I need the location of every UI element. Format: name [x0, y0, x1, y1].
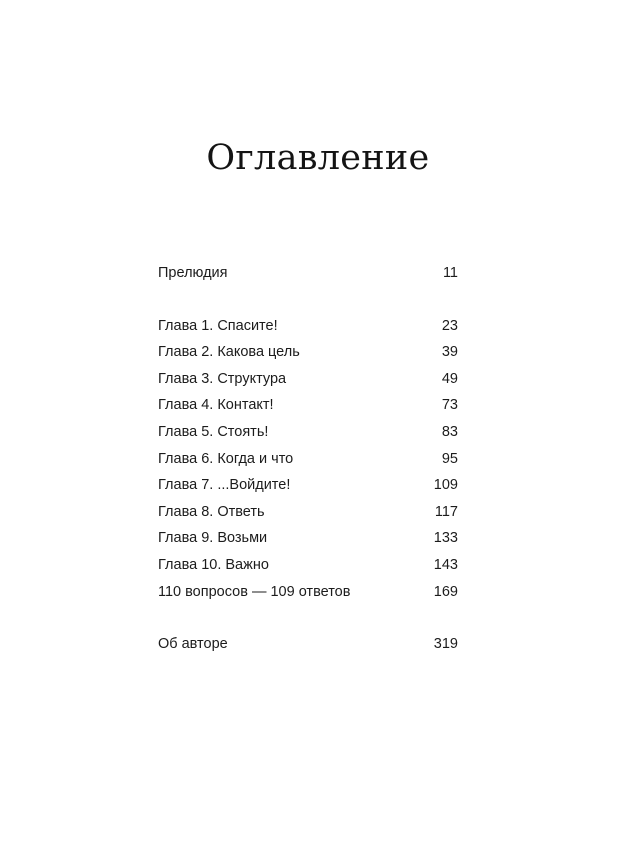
toc-entry-page: 109 — [433, 477, 458, 494]
toc-entry[interactable] — [158, 472, 458, 499]
toc-entry-page: 83 — [441, 423, 458, 440]
toc-entry-title: Глава 5. Стоять! — [158, 423, 269, 440]
toc-entry-title: Глава 1. Спасите! — [158, 317, 278, 334]
toc-entry-page: 117 — [434, 503, 458, 520]
toc-entry-title: Глава 8. Ответь — [158, 503, 265, 520]
toc-entry[interactable] — [158, 525, 458, 552]
toc-entry-title: Глава 10. Важно — [158, 556, 269, 573]
toc-entry-title: Прелюдия — [158, 265, 228, 281]
toc-entry[interactable] — [158, 579, 458, 606]
toc-entry-title: Глава 2. Какова цель — [158, 344, 300, 361]
toc-entry[interactable] — [158, 446, 458, 473]
toc-entry-page: 95 — [441, 450, 458, 467]
toc-entry-page: 39 — [441, 344, 458, 361]
toc-entry-title: Глава 9. Возьми — [158, 530, 268, 547]
toc-entry[interactable] — [158, 339, 458, 366]
table-of-contents — [158, 260, 458, 658]
toc-entry-title: Глава 7. ...Войдите! — [158, 477, 291, 494]
toc-entry-page: 23 — [441, 317, 458, 334]
toc-entry-page: 11 — [442, 265, 458, 281]
toc-entry[interactable] — [158, 552, 458, 579]
toc-entry[interactable] — [158, 419, 458, 446]
toc-spacer — [158, 605, 458, 631]
toc-spacer — [158, 287, 458, 313]
toc-entry[interactable] — [158, 392, 458, 419]
toc-entry-title: Глава 6. Когда и что — [158, 450, 294, 467]
toc-entry-page: 49 — [441, 370, 458, 387]
toc-entry[interactable] — [158, 366, 458, 393]
toc-entry-page: 73 — [441, 397, 458, 414]
toc-group-prelude — [158, 260, 458, 287]
toc-entry[interactable] — [158, 631, 458, 658]
toc-group-chapters — [158, 313, 458, 606]
toc-entry-title: 110 вопросов — 109 ответов — [158, 583, 351, 600]
toc-entry-page: 319 — [433, 636, 458, 653]
page-title: Оглавление — [206, 138, 430, 178]
toc-entry-title: Глава 4. Контакт! — [158, 397, 274, 414]
toc-group-back-matter — [158, 631, 458, 658]
toc-entry[interactable] — [158, 313, 458, 340]
toc-entry-page: 169 — [433, 583, 458, 600]
toc-entry-title: Глава 3. Структура — [158, 370, 287, 387]
toc-entry-page: 143 — [433, 556, 458, 573]
toc-entry[interactable] — [158, 499, 458, 526]
toc-entry-title: Об авторе — [158, 636, 228, 653]
toc-entry-page: 133 — [433, 530, 458, 547]
toc-entry[interactable] — [158, 260, 458, 287]
